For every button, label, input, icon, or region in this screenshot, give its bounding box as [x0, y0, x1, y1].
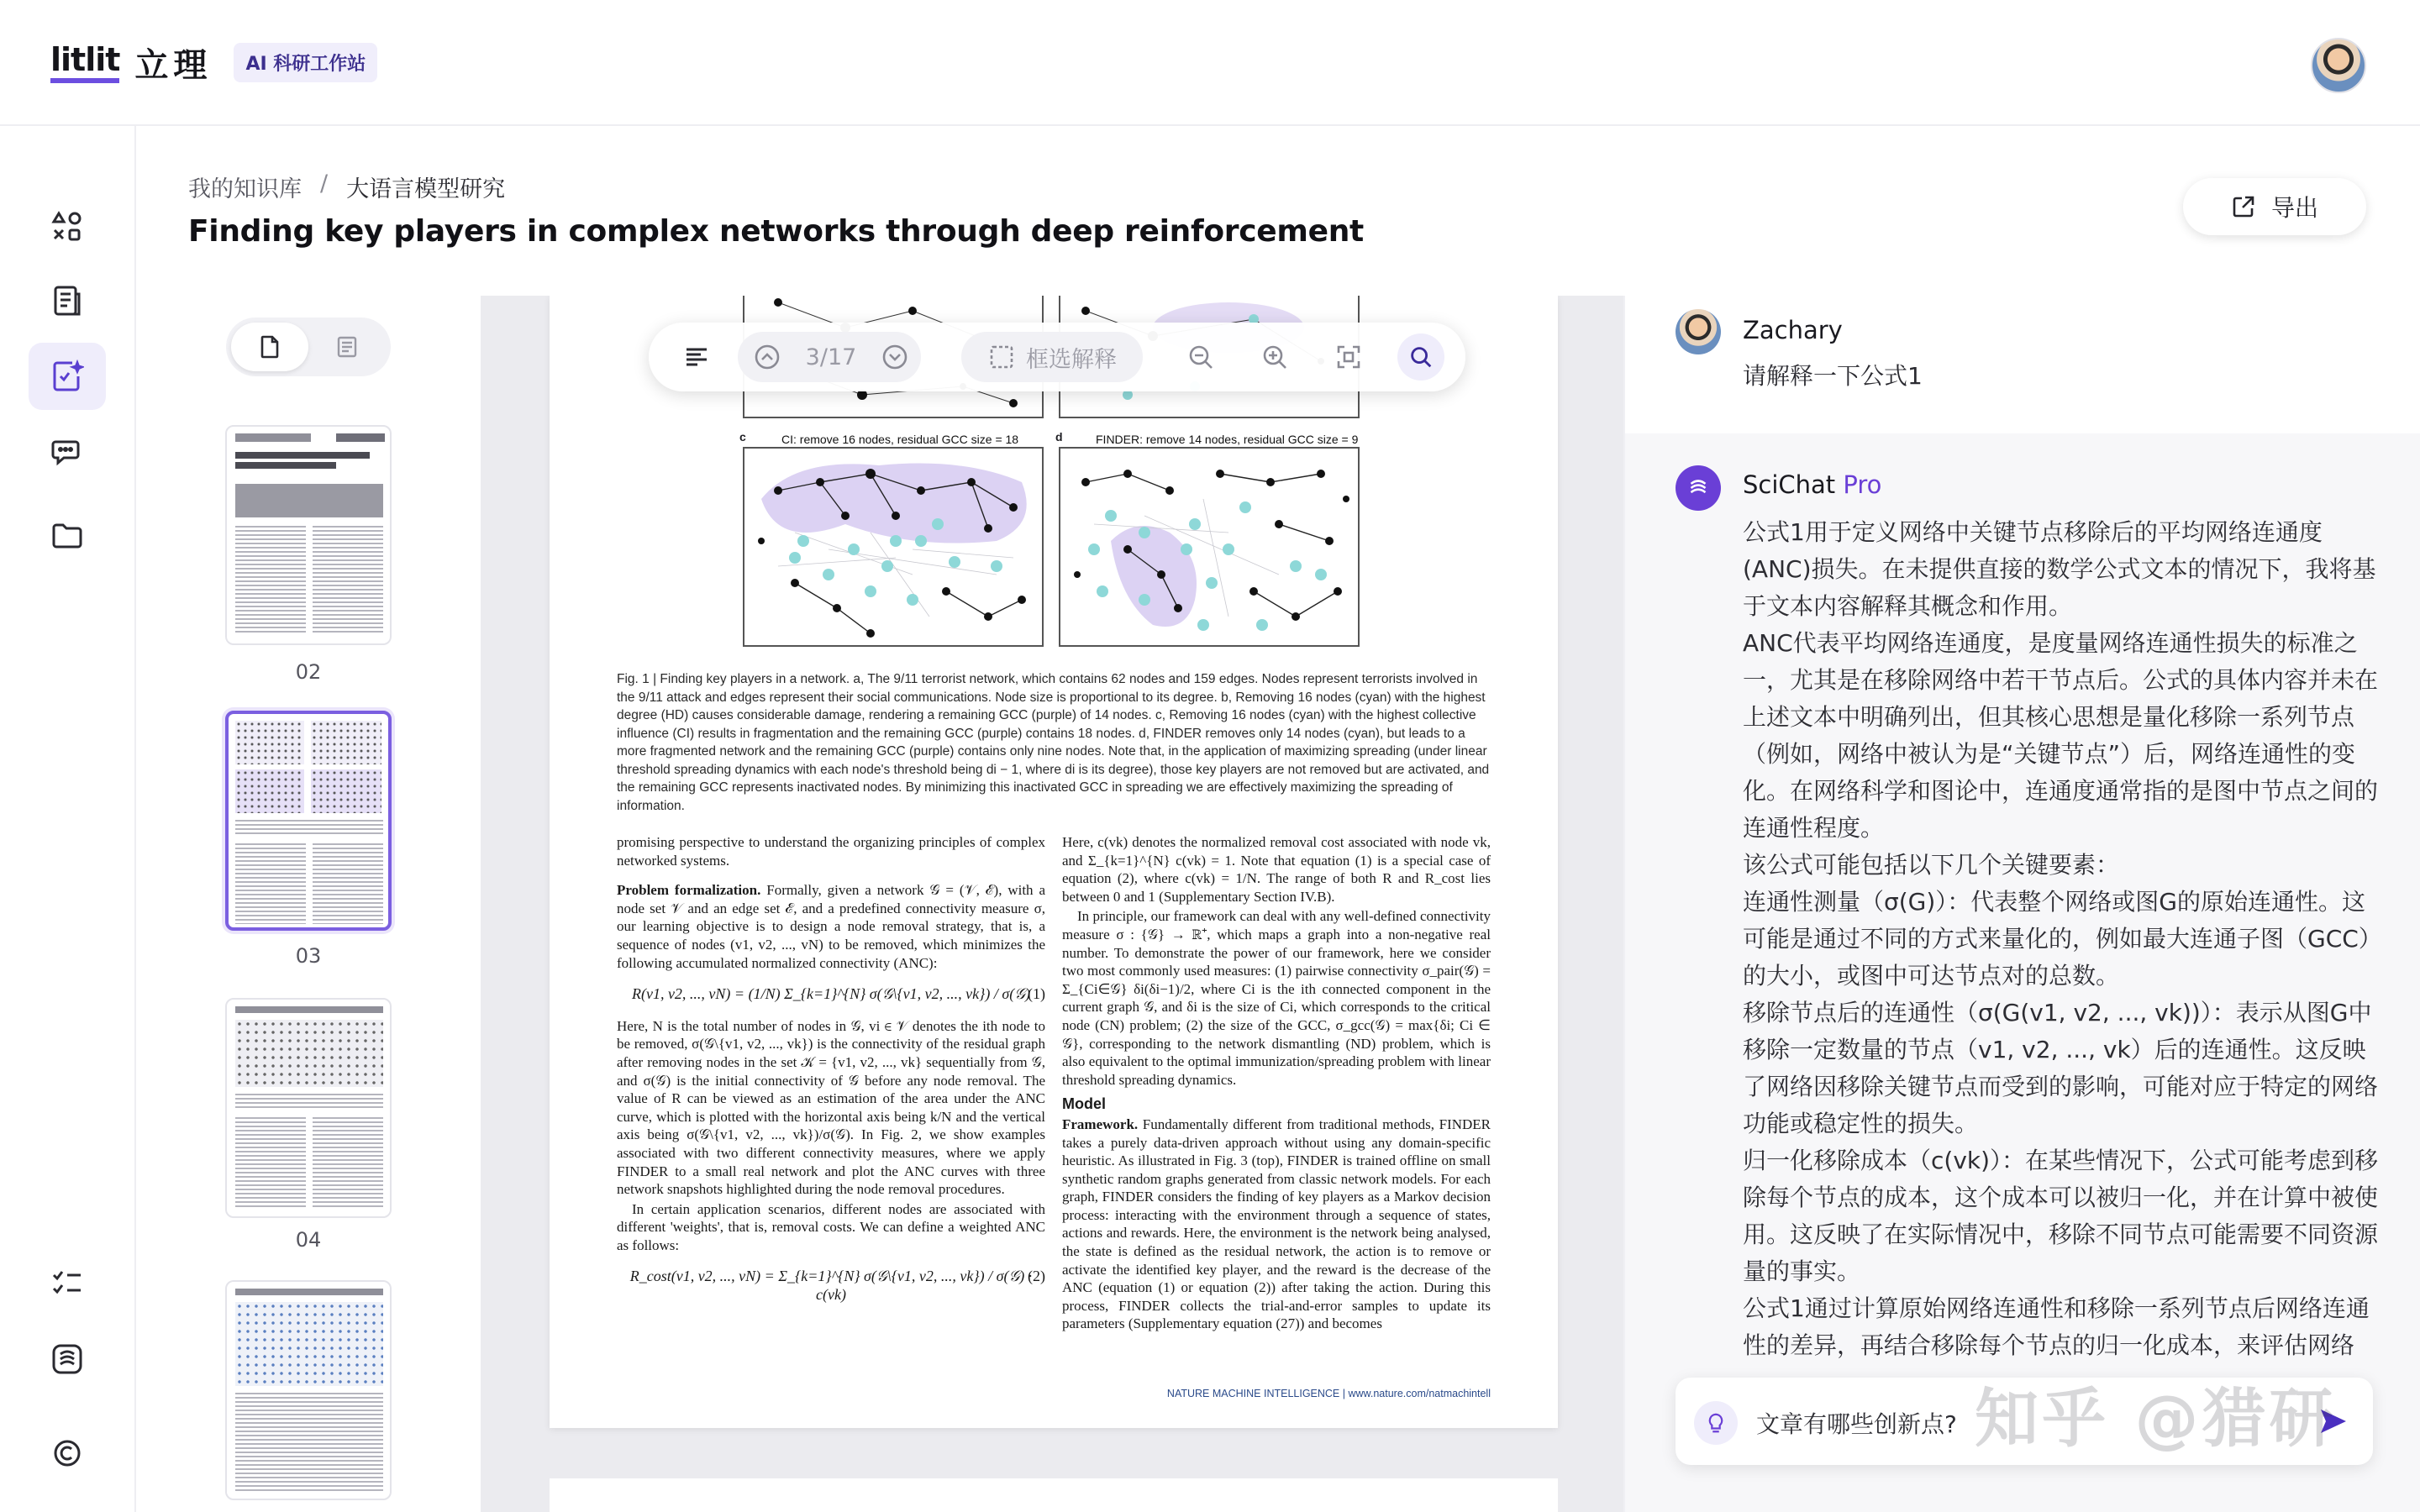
pdf-left-column: [617, 833, 1045, 1318]
response-paragraph: 移除节点后的连通性（σ(G(v1, v2, ..., vk))）：表示从图G中移除一定数量的节点（v1, v2, ..., vk）后的连通性。这反映了网络因移除关键节点而受到的影响，可能对应于特定的网络功能或稳定性的损失。: [1743, 999, 2379, 1137]
user-chat-avatar: [1676, 309, 1721, 354]
page-icon: [257, 334, 282, 360]
figure-d-label: FINDER: remove 14 nodes, residual GCC size = 9: [1096, 433, 1359, 446]
document-list-icon: [50, 284, 84, 318]
scichat-avatar: [1676, 465, 1721, 511]
thumbnail-page-05[interactable]: [225, 1280, 392, 1500]
paragraph: In principle, our framework can deal with any well-defined connectivity measure σ : {𝒢} → ℝ⁺, which maps a graph into a non-negative real number. To demonstrate the power of our framework, here we consider two most commonly used measures: (1) pairwise connectivity σ_pair(𝒢) = Σ_{Ci∈𝒢} δi(δi−1)/2, where Ci is the ith connected component in the current graph 𝒢, and δi is the size of Ci, which corresponds to the critical node (CN) problem; (2) the size of the GCC, σ_gcc(𝒢) = max{δi; Ci ∈ 𝒢}, corresponding to the network dismantling (ND) problem, which is also equivalent to the optimal immunization/spreading problem with linear threshold spreading dynamics.: [1062, 908, 1491, 1088]
response-paragraph: ANC代表平均网络连通度，是度量网络连通性损失的标准之一，尤其是在移除网络中若干节点后。公式的具体内容并未在上述文本中明确列出，但其核心思想是量化移除一系列节点（例如，网络中被认为是“关键节点”）后，网络连通性的变化。在网络科学和图论中，连通度通常指的是图中节点之间的连通性程度。: [1743, 629, 2379, 842]
sidebar-item-apps[interactable]: [29, 193, 106, 260]
scichat-logo-icon: [1684, 474, 1712, 502]
page-title: Finding key players in complex networks through deep reinforcement: [188, 214, 1364, 249]
equation-body: R_cost(v1, v2, ..., vN) = Σ_{k=1}^{N} σ(𝒢\{v1, v2, ..., vk}) / σ(𝒢) · c(vk): [629, 1268, 1033, 1304]
equation-2: [617, 1268, 1045, 1304]
breadcrumb: [188, 171, 505, 203]
equation-number: (2): [1028, 1268, 1045, 1285]
export-label: 导出: [2270, 194, 2318, 222]
ai-response-text: [1743, 514, 2381, 1364]
logo-text-cn: 立理: [134, 45, 213, 85]
select-explain-label: 框选解释: [1026, 346, 1117, 373]
export-icon: [2231, 194, 2256, 219]
app-logo[interactable]: [50, 35, 377, 89]
figure-panel-letter: c: [739, 430, 746, 444]
folder-icon: [50, 519, 84, 553]
fullscreen-icon: [1334, 343, 1363, 371]
journal-footer: NATURE MACHINE INTELLIGENCE | www.nature.com/natmachintell: [1166, 1388, 1491, 1399]
response-paragraph: 公式1用于定义网络中关键节点移除后的平均网络连通度(ANC)损失。在未提供直接的数学公式文本的情况下，我将基于文本内容解释其概念和作用。: [1743, 518, 2376, 620]
marquee-select-icon: [987, 343, 1016, 371]
paragraph-heading: Problem formalization.: [617, 882, 761, 899]
thumbnail-label: 03: [295, 944, 322, 968]
page-indicator[interactable]: [792, 323, 871, 391]
figure-panel-c: [743, 447, 1044, 647]
pdf-toolbar: [649, 323, 1465, 391]
sidebar-item-folder[interactable]: [29, 502, 106, 570]
apps-icon: [50, 210, 84, 244]
thumbnail-panel: [138, 296, 481, 1512]
pdf-page: [550, 296, 1558, 1428]
bot-tier-badge: Pro: [1843, 470, 1882, 499]
select-explain-button[interactable]: [961, 323, 1143, 391]
sidebar-item-ai-reading[interactable]: [29, 343, 106, 410]
figure-caption: Fig. 1 | Finding key players in a network. a, The 9/11 terrorist network, which contains 62 nodes and 159 edges. Nodes represent terrorists involved in the 9/11 attack and edges represent their social communications. Node size is proportional to its degree. b, Removing 16 nodes (cyan) with the highest degree (HD) causes considerable damage, rendering a remaining GCC (purple) of 14 nodes. c, Removing 16 nodes (cyan) with the highest collective influence (CI) results in fragmentation and the remaining GCC (purple) contains 18 nodes. d, FINDER removes only 14 nodes (cyan), but leads to a more fragmented network and the remaining GCC (purple) contains only nine nodes. Note that, in the application of maximizing spreading (under linear threshold spreading dynamics with each node's threshold being di − 1, where di is its degree), those key players are not removed but are activated, and the remaining GCC represents inactivated nodes. By minimizing this inactivated GCC in spreading we are effectively maximizing the spreading of information.: [617, 672, 1490, 813]
chevron-up-icon: [753, 343, 781, 371]
pdf-right-column: [1062, 833, 1491, 1335]
chevron-down-icon: [881, 343, 909, 371]
equation-body: R(v1, v2, ..., vN) = (1/N) Σ_{k=1}^{N} σ(𝒢\{v1, v2, ..., vk}) / σ(𝒢): [631, 985, 1031, 1003]
response-paragraph: 连通性测量（σ(G)）：代表整个网络或图G的原始连通性。这可能是通过不同的方式来量化的，例如最大连通子图（GCC）的大小，或图中可达节点对的总数。: [1743, 888, 2370, 990]
outline-view-button[interactable]: [308, 323, 386, 371]
sidebar-item-tasks[interactable]: [29, 1250, 106, 1317]
top-bar: [0, 0, 2420, 126]
bot-name-text: SciChat: [1743, 470, 1836, 499]
sidebar-item-chat[interactable]: [29, 418, 106, 486]
chat-icon: [50, 435, 84, 469]
next-pdf-page: [550, 1478, 1558, 1512]
previous-page-button[interactable]: [743, 323, 792, 391]
paragraph-heading: Framework.: [1062, 1116, 1139, 1132]
paragraph: Here, N is the total number of nodes in 𝒢, vi ∈ 𝒱 denotes the ith node to be removed, σ(𝒢\{v1, v2, ..., vk}) is the connectivity of the residual graph after removing nodes in the set 𝒦 = {v1, v2, ..., vk} sequentially from 𝒢, and σ(𝒢) is the initial connectivity of 𝒢 before any node removal. The value of R can be viewed as an estimation of the area under the ANC curve, which is plotted with the horizontal axis being k/N and the vertical axis being σ(𝒢\{v1, v2, ..., vk})/σ(𝒢). In Fig. 2, we show examples associated with two different connectivity measures, where we apply FINDER to a small real network and plot the ANC curves with three network snapshots highlighted during the node removal procedures.: [617, 1017, 1045, 1198]
scichat-icon: [50, 1342, 84, 1376]
user-avatar[interactable]: [2311, 38, 2366, 93]
equation-1: [617, 985, 1045, 1004]
breadcrumb-current[interactable]: 大语言模型研究: [346, 176, 506, 202]
page-view-button[interactable]: [231, 323, 308, 371]
figure-c-label: CI: remove 16 nodes, residual GCC size = 18: [781, 433, 1019, 446]
view-mode-toggle: [226, 318, 391, 376]
suggestion-text: 文章有哪些创新点?: [1756, 1410, 1957, 1438]
search-icon: [1407, 344, 1434, 370]
lightbulb-icon: [1704, 1411, 1728, 1435]
sidebar-item-scichat[interactable]: [29, 1326, 106, 1393]
suggestion-bulb: [1694, 1401, 1738, 1445]
paragraph: Fundamentally different from traditional methods, FINDER takes a purely data-driven approach without using any domain-specific heuristic. As illustrated in Fig. 3 (top), FINDER is trained offline on small synthetic random graphs generated from classic network models. For each graph, FINDER considers the finding of key players as a Markov decision process: interacting with the environment through a sequence of states, actions and rewards. Here, the environment is the network being analysed, the state is defined as the residual network, the action is to remove or activate the identified key player, and the reward is the decrease of the ANC (equation (1) or equation (2)) after taking the action. During this process, FINDER collects the trial-and-error samples to update its parameters (Supplementary equation (27)) and becomes: [1062, 1116, 1491, 1332]
chat-panel: [1623, 296, 2420, 1512]
fullscreen-button[interactable]: [1324, 323, 1373, 391]
network-graph-finder: [1060, 449, 1360, 647]
figure-panel-d: [1059, 447, 1360, 647]
export-button[interactable]: [2183, 178, 2366, 235]
zoom-out-button[interactable]: [1176, 323, 1225, 391]
thumbnail-page-02[interactable]: [225, 425, 392, 645]
outline-icon: [334, 334, 360, 360]
ai-document-icon: [50, 360, 84, 393]
left-sidebar: [0, 126, 136, 1512]
watermark: 知乎 @猎研: [1975, 1381, 2337, 1456]
paragraph: Here, c(vk) denotes the normalized removal cost associated with node vk, and Σ_{k=1}^{N} c(vk) = 1. Note that equation (1) is a special case of equation (2), where c(vk) = 1/N. The range of both R and R_cost lies between 0 and 1 (Supplementary Section IV.B).: [1062, 834, 1491, 905]
paragraph: Formally, given a network 𝒢 = (𝒱, ℰ), with a node set 𝒱 and an edge set ℰ, and a predefined connectivity measure σ, our learning objective is to design a node removal strategy, that is, a sequence of nodes (v1, v2, ..., vN) to be removed, which minimizes the following accumulated normalized connectivity (ANC):: [617, 882, 1046, 971]
thumbnail-label: 04: [295, 1228, 322, 1252]
chat-suggestion-input[interactable]: [1676, 1378, 2373, 1465]
search-button-bg: [1397, 333, 1444, 381]
user-name: Zachary: [1743, 316, 1843, 344]
breadcrumb-knowledge-base[interactable]: 我的知识库: [188, 176, 302, 202]
section-heading: Model: [1062, 1095, 1106, 1113]
outline-toggle-button[interactable]: [672, 323, 721, 391]
pdf-viewer[interactable]: [481, 296, 1623, 1512]
send-icon[interactable]: [2314, 1403, 2351, 1440]
sidebar-item-copyright[interactable]: [29, 1420, 106, 1487]
zoom-in-icon: [1260, 343, 1289, 371]
sidebar-item-documents[interactable]: [29, 267, 106, 334]
zoom-out-icon: [1186, 343, 1215, 371]
thumbnail-label: 02: [295, 660, 322, 684]
bot-name: [1743, 470, 1881, 499]
paragraph: promising perspective to understand the organizing principles of complex networked systems.: [617, 834, 1045, 869]
breadcrumb-separator: /: [320, 171, 329, 197]
page-indicator-text: 3/17: [805, 344, 857, 370]
paragraph: In certain application scenarios, different nodes are associated with different 'weights', that is, removal costs. We can define a weighted ANC as follows:: [617, 1200, 1045, 1253]
search-button[interactable]: [1392, 323, 1450, 391]
logo-text-en: litlit: [50, 41, 119, 83]
product-badge: AI 科研工作站: [234, 43, 377, 82]
response-paragraph: 公式1通过计算原始网络连通性和移除一系列节点后网络连通性的差异，再结合移除每个节点的归一化成本，来评估网络: [1743, 1294, 2370, 1359]
zoom-in-button[interactable]: [1250, 323, 1299, 391]
ai-response-area: [1625, 433, 2420, 1512]
thumbnail-page-03[interactable]: [225, 711, 392, 931]
thumbnail-page-04[interactable]: [225, 998, 392, 1218]
network-graph-ci: [744, 449, 1044, 647]
response-paragraph: 归一化移除成本（c(vk)）：在某些情况下，公式可能考虑到移除每个节点的成本，这个成本可以被归一化，并在计算中被使用。这反映了在实际情况中，移除不同节点可能需要不同资源量的事实。: [1743, 1147, 2379, 1285]
figure-panel-letter: d: [1055, 430, 1063, 444]
next-page-button[interactable]: [871, 323, 919, 391]
copyright-icon: [50, 1436, 84, 1470]
align-left-icon: [682, 343, 711, 371]
user-message: 请解释一下公式1: [1743, 362, 1923, 390]
checklist-icon: [50, 1267, 84, 1300]
equation-number: (1): [1028, 985, 1045, 1003]
response-paragraph: 该公式可能包括以下几个关键要素：: [1743, 851, 2120, 879]
